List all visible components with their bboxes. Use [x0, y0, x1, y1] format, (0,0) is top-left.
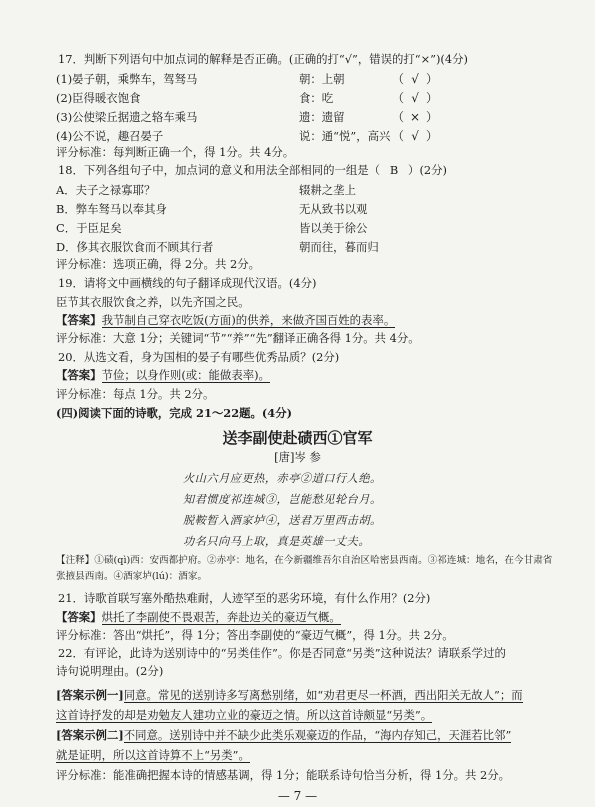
q21-stem: 21．诗歌首联写塞外酷热难耐，人迹罕至的恶劣环境，有什么作用？(2分) — [58, 591, 431, 605]
q20-scoring: 评分标准：每点 1分。共 2分。 — [56, 387, 215, 401]
q17-item-2: (2)臣得暖衣饱食 — [56, 91, 141, 105]
q17-stem: 17．判断下列语句中加点词的解释是否正确。(正确的打“√”，错误的打“×”)(4分) — [58, 52, 468, 66]
q22-example2-line2: 就是证明，所以这首诗算不上“另类”。 — [56, 748, 250, 762]
q20-answer: 【答案】节俭；以身作则(或：能做表率)。 — [56, 368, 270, 382]
poem-line-2: 知君惯度祁连城③，岂能愁见轮台月。 — [183, 493, 382, 506]
q22-example1-line1: [答案示例一]同意。常见的送别诗多写离愁别绪，如“劝君更尽一杯酒，西出阳关无故人”；而 — [56, 688, 523, 702]
q17-gloss-2: 食：吃 — [299, 91, 334, 105]
q17-gloss-4: 说：通“悦”，高兴 — [299, 129, 391, 143]
q18-option-d: D．侈其衣服饮食而不顾其行者 — [56, 240, 214, 254]
q22-example1-line2: 这首诗抒发的却是劝勉友人建功立业的豪迈之情。所以这首诗颇显“另类”。 — [56, 708, 433, 722]
q17-mark-4: （ √ ） — [392, 129, 439, 143]
q18-option-a: A．夫子之禄寡耶？ — [56, 183, 156, 197]
page-number: — 7 — — [277, 789, 318, 803]
q18-option-c-right: 皆以美于徐公 — [299, 221, 368, 235]
q20-stem: 20．从选文看，身为国相的晏子有哪些优秀品质？(2分) — [58, 350, 340, 364]
q17-mark-1: （ √ ） — [392, 72, 439, 86]
poem-notes: 【注释】①碛(qì)西：安西都护府。②赤亭：地名，在今新疆维吾尔自治区哈密县西南。③祁连城：地名，在今甘肃省张掖县西南。④酒家垆(lú)：酒家。 — [56, 555, 553, 582]
q22-stem-line1: 22．有评论，此诗为送别诗中的“另类佳作”。你是否同意“另类”这种说法？请联系学过的 — [58, 646, 506, 660]
poem-line-1: 火山六月应更热，赤亭②道口行人绝。 — [183, 472, 382, 485]
q17-mark-2: （ √ ） — [392, 91, 439, 105]
q17-item-1: (1)晏子朝，乘弊车，驾驽马 — [56, 72, 198, 86]
q17-mark-3: （ × ） — [392, 110, 439, 124]
q19-answer: 【答案】我节制自己穿衣吃饭(方面)的供养，来做齐国百姓的表率。 — [56, 313, 396, 327]
q18-option-c: C．于臣足矣 — [56, 221, 122, 235]
q19-scoring: 评分标准：大意 1分；关键词“节”“养”“先”翻译正确各得 1分。共 4分。 — [56, 331, 420, 345]
poem-author: [唐]岑 参 — [274, 450, 321, 464]
q17-item-4: (4)公不说，趣召晏子 — [56, 129, 164, 143]
poem-title: 送李副使赴碛西①官军 — [222, 429, 373, 447]
q18-stem: 18．下列各组句子中，加点词的意义和用法全部相同的一组是（ B ）(2分) — [58, 163, 447, 177]
q17-item-3: (3)公使梁丘据遗之辂车乘马 — [56, 110, 198, 124]
q18-scoring: 评分标准：选项正确，得 2分。共 2分。 — [56, 257, 260, 271]
q18-answer: B — [389, 163, 399, 177]
q21-scoring: 评分标准：答出“烘托”，得 1分；答出李副使的“豪迈气概”，得 1分。共 2分。 — [56, 628, 454, 642]
q17-scoring: 评分标准：每判断正确一个，得 1分。共 4分。 — [56, 145, 295, 159]
section-heading: (四)阅读下面的诗歌，完成 21～22题。(4分) — [56, 406, 293, 420]
q17-gloss-1: 朝：上朝 — [299, 72, 345, 86]
q19-sentence: 臣节其衣服饮食之养，以先齐国之民。 — [56, 295, 250, 309]
q17-gloss-3: 遗：遗留 — [299, 110, 345, 124]
poem-line-3: 脱鞍暂入酒家垆④，送君万里西击胡。 — [183, 514, 382, 527]
poem-line-4: 功名只向马上取，真是英雄一丈夫。 — [183, 535, 371, 548]
q19-stem: 19．请将文中画横线的句子翻译成现代汉语。(4分) — [58, 276, 317, 290]
q18-option-b-right: 无从致书以观 — [299, 202, 368, 216]
q18-option-b: B．弊车驽马以奉其身 — [56, 202, 167, 216]
q22-scoring: 评分标准：能准确把握本诗的情感基调，得 1分；能联系诗句恰当分析，得 1分。共 2分。 — [56, 768, 511, 782]
q22-example2-line1: [答案示例二]不同意。送别诗中并不缺少此类乐观豪迈的作品，“海内存知己，天涯若比邻” — [56, 728, 512, 742]
q18-option-a-right: 辍耕之垄上 — [299, 183, 356, 197]
q21-answer: 【答案】烘托了李副使不畏艰苦，奔赴边关的豪迈气概。 — [56, 610, 341, 624]
q18-option-d-right: 朝而往，暮而归 — [299, 240, 379, 254]
q22-stem-line2: 诗句说明理由。(2分) — [56, 664, 164, 678]
